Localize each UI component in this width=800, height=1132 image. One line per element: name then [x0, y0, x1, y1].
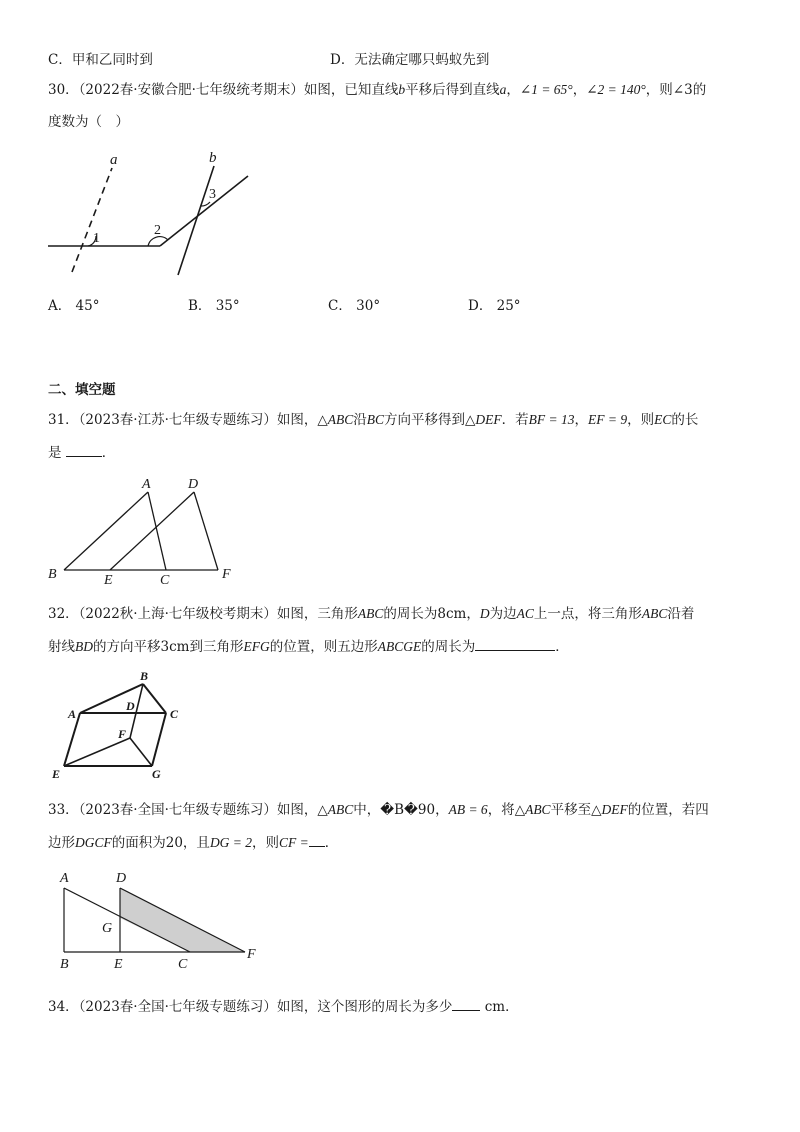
- q31-figure: [0, 470, 260, 590]
- q33-text: 如图，: [276, 802, 318, 818]
- q30-figure: [0, 140, 300, 290]
- q30-angle1: ∠1 = 65°: [519, 82, 573, 97]
- q33-text: 的面积为20，且: [111, 835, 210, 851]
- q30-ray: [160, 176, 248, 246]
- q31-side-ed: [110, 492, 194, 570]
- q33-label-B: B: [60, 957, 69, 972]
- q31-text: 方向平移得到: [384, 412, 466, 428]
- q30-text: 平移后得到直线: [405, 82, 500, 98]
- q33-answer-blank[interactable]: [309, 832, 325, 847]
- q32-text: 上一点，将三角形: [533, 606, 642, 622]
- q31-label-F: F: [222, 567, 231, 582]
- q32-text: 的方向平移3cm到三角形: [93, 639, 244, 655]
- q34-unit: cm: [484, 999, 506, 1015]
- q31-text: ，: [574, 412, 589, 428]
- q32-text: 的位置，则五边形: [269, 639, 378, 655]
- q30-var-a: a: [499, 82, 507, 97]
- q32-label-C: C: [170, 707, 179, 721]
- q31-label-B: B: [48, 567, 57, 582]
- q32-text: 的周长为8cm，: [383, 606, 480, 622]
- q33-text: ，: [435, 802, 449, 818]
- q31-bf: BF = 13: [528, 412, 575, 427]
- q31-text: 如图，: [276, 412, 318, 428]
- q30-angle2: ∠2 = 140°: [586, 82, 646, 97]
- q30-option-value: 45°: [75, 298, 100, 314]
- q33-text: 中，: [353, 802, 381, 818]
- q31-side-df: [194, 492, 218, 570]
- q32-abc: ABC: [641, 606, 668, 621]
- q33-dg: DG = 2: [209, 835, 253, 850]
- q32-cg: [152, 713, 166, 766]
- q32-abc: ABC: [357, 606, 384, 621]
- q32-figure: [0, 666, 220, 786]
- q32-text: 如图，三角形: [276, 606, 358, 622]
- q31-text: ，则: [627, 412, 655, 428]
- q30-option-value: 35°: [215, 298, 240, 314]
- q30-text: 如图，已知直线: [303, 82, 399, 98]
- q33-line1: [48, 800, 709, 820]
- q33-label-A: A: [60, 871, 69, 886]
- q31-line1: [48, 410, 698, 430]
- q31-label-A: A: [142, 477, 151, 492]
- q32-label-A: A: [68, 707, 77, 721]
- q31-tri2: △DEF: [465, 412, 502, 427]
- q32-line2: [48, 636, 569, 657]
- q33-text: ，将: [487, 802, 515, 818]
- q30-option-letter: A．: [48, 298, 72, 314]
- q32-ef: [64, 738, 130, 766]
- q32-text: 射线: [48, 639, 75, 655]
- q30-label-b: b: [209, 150, 217, 166]
- q32-text: 的周长为: [421, 639, 476, 655]
- q34-line1: [48, 996, 519, 1017]
- q33-tri: △ABC: [317, 802, 354, 817]
- q30-option-value: 25°: [496, 298, 521, 314]
- q30-option-b: [188, 296, 240, 316]
- q33-cf: CF =: [279, 835, 309, 850]
- q30-var-b: b: [398, 82, 406, 97]
- q30-option-d: [468, 296, 521, 316]
- q32-label-F: F: [118, 727, 127, 741]
- q32-answer-blank[interactable]: [475, 636, 555, 651]
- q33-label-C: C: [178, 957, 188, 972]
- q33-source: （2023春·全国·七年级专题练习）: [78, 802, 277, 818]
- q33-text: 平移至: [550, 802, 592, 818]
- q30-label-a: a: [110, 152, 118, 168]
- q30-option-letter: C．: [328, 298, 352, 314]
- q34-number: 34．: [48, 999, 79, 1015]
- q32-label-G: G: [152, 767, 161, 781]
- q30-number: 30．: [48, 82, 79, 98]
- q33-angle-b: �B�90: [380, 802, 436, 818]
- q32-fg: [130, 738, 152, 766]
- q31-ec: EC: [654, 412, 672, 427]
- q31-tri1: △ABC: [317, 412, 354, 427]
- option-c: C．甲和乙同时到: [48, 52, 153, 68]
- q30-label-1: 1: [93, 231, 100, 246]
- q32-line1: [48, 604, 694, 624]
- q34-source: （2023春·全国·七年级专题练习）: [78, 999, 277, 1015]
- q32-text: 为边: [489, 606, 517, 622]
- q33-figure: [0, 864, 280, 974]
- q30-text: ，: [572, 82, 587, 98]
- q31-side-ac: [148, 492, 166, 570]
- q31-answer-blank[interactable]: [66, 442, 102, 457]
- section-title: 二、填空题: [48, 382, 116, 398]
- q30-text: ，: [506, 82, 520, 98]
- q31-label-C: C: [160, 573, 170, 588]
- q30-source: （2022春·安徽合肥·七年级统考期末）: [78, 82, 304, 98]
- q34-text: 如图，这个图形的周长为多少: [276, 999, 453, 1015]
- q30-text: ，则∠3的: [645, 82, 707, 98]
- q33-label-G: G: [102, 921, 113, 936]
- q33-line2: [48, 832, 338, 853]
- q30-line-b: [178, 166, 214, 275]
- q33-text: ．: [324, 835, 339, 851]
- q31-text: 是: [48, 445, 62, 461]
- q31-line2: [48, 442, 115, 463]
- q30-option-letter: B．: [188, 298, 212, 314]
- q31-text: 的长: [671, 412, 699, 428]
- q30-option-c: [328, 296, 380, 316]
- q34-answer-blank[interactable]: [452, 996, 480, 1011]
- q30-label-3: 3: [209, 187, 216, 202]
- q30-line2: 度数为（ ）: [48, 114, 129, 130]
- q30-option-letter: D．: [468, 298, 493, 314]
- q33-label-F: F: [247, 947, 256, 962]
- q31-label-E: E: [104, 573, 113, 588]
- q32-ac: AC: [516, 606, 534, 621]
- q31-source: （2023春·江苏·七年级专题练习）: [78, 412, 277, 428]
- q31-text: ．若: [501, 412, 529, 428]
- q33-number: 33．: [48, 802, 79, 818]
- q32-label-E: E: [52, 767, 61, 781]
- q31-text: ．: [101, 445, 116, 461]
- q31-label-D: D: [188, 477, 199, 492]
- q31-ef: EF = 9: [588, 412, 628, 427]
- q32-d: D: [479, 606, 490, 621]
- q33-label-E: E: [114, 957, 123, 972]
- q32-label-D: D: [126, 699, 135, 713]
- q31-number: 31．: [48, 412, 79, 428]
- q32-source: （2022秋·上海·七年级校考期末）: [78, 606, 277, 622]
- q33-text: 的位置，若四: [627, 802, 709, 818]
- q33-dgcf: DGCF: [75, 835, 112, 850]
- q32-text: 沿着: [667, 606, 695, 622]
- q32-text: ．: [555, 639, 569, 655]
- q30-option-value: 30°: [356, 298, 381, 314]
- q33-text: ，则: [252, 835, 280, 851]
- q33-tri: △DEF: [591, 802, 628, 817]
- q30-option-a: [48, 296, 99, 316]
- q31-text: 沿: [353, 412, 367, 428]
- q30-line-a: [72, 168, 112, 272]
- q32-label-B: B: [140, 669, 149, 683]
- q32-abcge: ABCGE: [377, 639, 422, 654]
- q33-ab: AB = 6: [448, 802, 488, 817]
- q30-label-2: 2: [154, 223, 161, 238]
- q33-label-D: D: [116, 871, 127, 886]
- q32-number: 32．: [48, 606, 79, 622]
- option-d: D．无法确定哪只蚂蚁先到: [330, 52, 490, 68]
- q32-bc: [143, 684, 166, 713]
- q33-text: 边形: [48, 835, 75, 851]
- q31-side-ba: [64, 492, 148, 570]
- q33-tri: △ABC: [514, 802, 551, 817]
- q34-text: ．: [505, 999, 519, 1015]
- q30-line1: [48, 80, 706, 100]
- q31-bc: BC: [366, 412, 385, 427]
- q32-efg: EFG: [243, 639, 270, 654]
- q32-bd: BD: [75, 639, 93, 654]
